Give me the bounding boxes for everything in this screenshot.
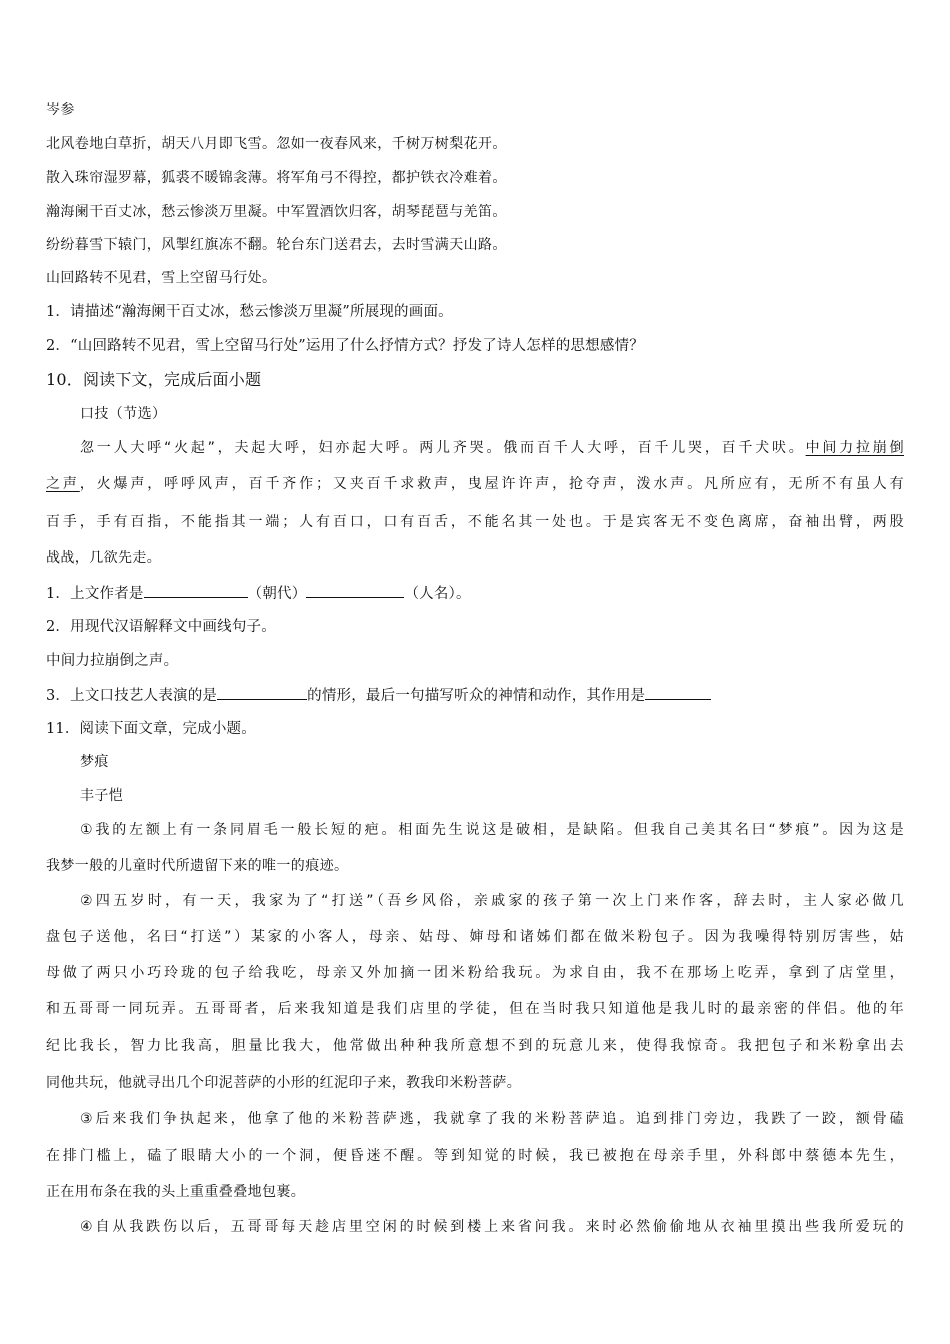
paragraph-line: 和五哥哥一同玩弄。五哥哥者，后来我知道是我们店里的学徒，但在当时我只知道他是我儿时的最亲密的伴侣。他的年 xyxy=(46,1001,904,1017)
underlined-sentence: 中间力拉崩倒 xyxy=(805,440,904,456)
paragraph-line: 我梦一般的儿童时代所遗留下来的唯一的痕迹。 xyxy=(46,858,349,874)
poem-question-1: 1．请描述“瀚海阑干百丈冰，愁云惨淡万里凝”所展现的画面。 xyxy=(46,304,453,320)
poem-question-2: 2．“山回路转不见君，雪上空留马行处”运用了什么抒情方式？抒发了诗人怎样的思想感情？ xyxy=(46,338,644,354)
paragraph-line: ③后来我们争执起来，他拿了他的米粉菩萨逃，我就拿了我的米粉菩萨追。追到排门旁边，我跌了一跤，额骨磕 xyxy=(80,1111,904,1127)
underlined-sentence: 之声 xyxy=(46,476,80,492)
paragraph-line: 正在用布条在我的头上重重叠叠地包裹。 xyxy=(46,1184,306,1200)
article-author: 丰子恺 xyxy=(80,788,124,804)
poem-line: 北风卷地白草折，胡天八月即飞雪。忽如一夜春风来，千树万树梨花开。 xyxy=(46,136,507,152)
question-text: （朝代） xyxy=(247,586,307,602)
question-2: 2．用现代汉语解释文中画线句子。 xyxy=(46,619,276,635)
passage-line xyxy=(80,438,904,458)
section-10-heading: 10．阅读下文，完成后面小题 xyxy=(46,370,262,389)
paragraph-line: ④自从我跌伤以后，五哥哥每天趁店里空闲的时候到楼上来省问我。来时必然偷偷地从衣袖里摸出些我所爱玩的 xyxy=(80,1219,904,1235)
passage-line: 百手，手有百指，不能指其一端；人有百口，口有百舌，不能名其一处也。于是宾客无不变色离席，奋袖出臂，两股 xyxy=(46,514,904,530)
question-1 xyxy=(46,583,471,604)
answer-blank-author[interactable] xyxy=(306,583,404,598)
paragraph-line: 盘包子送他，名曰“打送”）某家的小客人，母亲、姑母、婶母和诸姊们都在做米粉包子。因为我噪得特别厉害些，姑 xyxy=(46,929,904,945)
paragraph-line: ②四五岁时，有一天，我家为了“打送”（吾乡风俗，亲戚家的孩子第一次上门来作客，辞去时，主人家必做几 xyxy=(80,893,904,909)
paragraph-line: ①我的左额上有一条同眉毛一般长短的疤。相面先生说这是破相，是缺陷。但我自己美其名曰“梦痕”。因为这是 xyxy=(80,822,904,838)
passage-text: ，火爆声，呼呼风声，百千齐作；又夹百千求救声，曳屋许许声，抢夺声，泼水声。凡所应有，无所不有虽人有 xyxy=(79,476,904,492)
question-text: 的情形，最后一句描写听众的神情和动作，其作用是 xyxy=(307,688,646,704)
question-3 xyxy=(46,685,711,706)
passage-text: 忽一人大呼“火起”，夫起大呼，妇亦起大呼。两儿齐哭。俄而百千人大呼，百千儿哭，百千犬吠。 xyxy=(80,440,806,456)
question-text: 1．上文作者是 xyxy=(46,586,144,602)
section-11-heading: 11．阅读下面文章，完成小题。 xyxy=(46,721,256,737)
poem-line: 散入珠帘湿罗幕，狐裘不暖锦衾薄。将军角弓不得控，都护铁衣冷难着。 xyxy=(46,170,507,186)
paragraph-line: 在排门槛上，磕了眼睛大小的一个洞，便昏迷不醒。等到知觉的时候，我已被抱在母亲手里，外科郎中蔡德本先生， xyxy=(46,1148,904,1164)
paragraph-line: 同他共玩，他就寻出几个印泥菩萨的小形的红泥印子来，教我印米粉菩萨。 xyxy=(46,1075,522,1091)
paragraph-line: 母做了两只小巧玲珑的包子给我吃，母亲又外加摘一团米粉给我玩。为求自由，我不在那场上吃弄，拿到了店堂里， xyxy=(46,965,904,981)
answer-blank-effect[interactable] xyxy=(645,685,711,700)
poem-line: 纷纷暮雪下辕门，风掣红旗冻不翻。轮台东门送君去，去时雪满天山路。 xyxy=(46,237,507,253)
poem-author: 岑参 xyxy=(46,102,75,118)
passage-line: 战战，几欲先走。 xyxy=(46,550,162,566)
paragraph-line: 纪比我长，智力比我高，胆量比我大，他常做出种种我所意想不到的玩意儿来，使得我惊奇。我把包子和米粉拿出去 xyxy=(46,1038,904,1054)
question-text: 3．上文口技艺人表演的是 xyxy=(46,688,218,704)
answer-blank-dynasty[interactable] xyxy=(144,583,248,598)
passage-title: 口技（节选） xyxy=(80,406,167,422)
question-text: （人名）。 xyxy=(404,586,471,602)
poem-line: 瀚海阑干百丈冰，愁云惨淡万里凝。中军置酒饮归客，胡琴琵琶与羌笛。 xyxy=(46,204,507,220)
question-2-sentence: 中间力拉崩倒之声。 xyxy=(46,653,179,669)
poem-line: 山回路转不见君，雪上空留马行处。 xyxy=(46,270,277,286)
answer-blank-scene[interactable] xyxy=(217,685,307,700)
article-title: 梦痕 xyxy=(80,754,109,770)
passage-line xyxy=(46,474,904,494)
